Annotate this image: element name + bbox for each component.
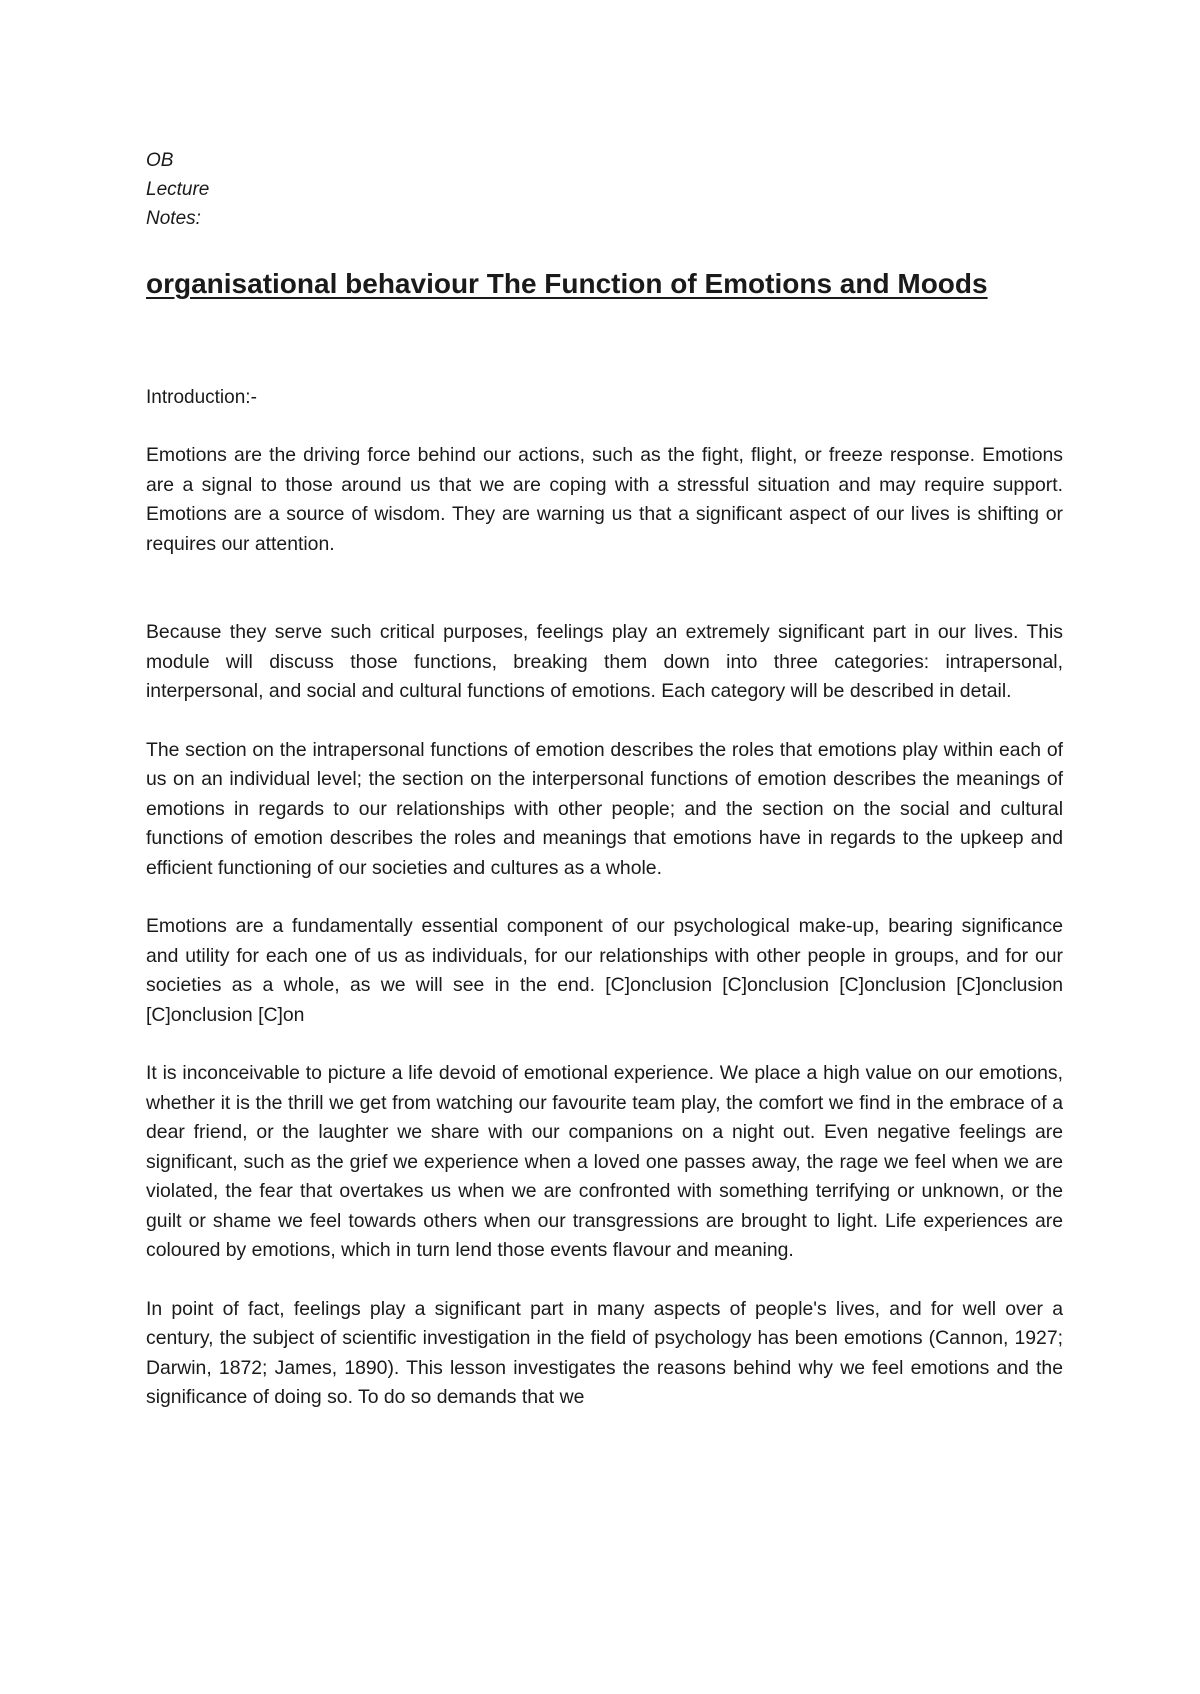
paragraph: Emotions are the driving force behind our actions, such as the fight, flight, or freeze response. Emotions are a signal to those around us that we are coping with a stressful situation and may require support. Emotions are a source of wisdom. They are warning us that a significant aspect of our lives is shifting or requires our attention. [146,444,1063,555]
paragraph: It is inconceivable to picture a life devoid of emotional experience. We place a high value on our emotions, whether it is the thrill we get from watching our favourite team play, the comfort we find in the embrace of a dear friend, or the laughter we share with our companions on a night out. Even negative feelings are significant, such as the grief we experience when a loved one passes away, the rage we feel when we are violated, the fear that overtakes us when we are confronted with something terrifying or unknown, or the guilt or shame we feel towards others when our transgressions are brought to light. Life experiences are coloured by emotions, which in turn lend those events flavour and meaning. [146,1062,1063,1261]
section-heading-introduction: Introduction:- [146,387,257,408]
lecture-header [146,146,1063,233]
header-line-ob: OB [146,150,174,171]
document-title: organisational behaviour The Function of Emotions and Moods [146,268,988,299]
paragraph: In point of fact, feelings play a significant part in many aspects of people's lives, and for well over a century, the subject of scientific investigation in the field of psychology has been emotions (Cannon, 1927; Darwin, 1872; James, 1890). This lesson investigates the reasons behind why we feel emotions and the significance of doing so. To do so demands that we [146,1297,1063,1408]
document-page [146,146,1063,1413]
paragraph: The section on the intrapersonal functions of emotion describes the roles that emotions play within each of us on an individual level; the section on the interpersonal functions of emotion describes the meanings of emotions in regards to our relationships with other people; and the section on the social and cultural functions of emotion describes the roles and meanings that emotions have in regards to the upkeep and efficient functioning of our societies and cultures as a whole. [146,738,1063,879]
paragraph: Because they serve such critical purposes, feelings play an extremely significant part in our lives. This module will discuss those functions, breaking them down into three categories: intrapersonal, interpersonal, and social and cultural functions of emotions. Each category will be described in detail. [146,621,1063,702]
paragraph: Emotions are a fundamentally essential component of our psychological make-up, bearing significance and utility for each one of us as individuals, for our relationships with other people in groups, and for our societies as a whole, as we will see in the end. [C]onclusion [C]onclusion [C]onclusion [C]onclusion [C]onclusion [C]on [146,915,1063,1026]
header-line-lecture: Lecture [146,179,210,200]
header-line-notes: Notes: [146,208,201,229]
